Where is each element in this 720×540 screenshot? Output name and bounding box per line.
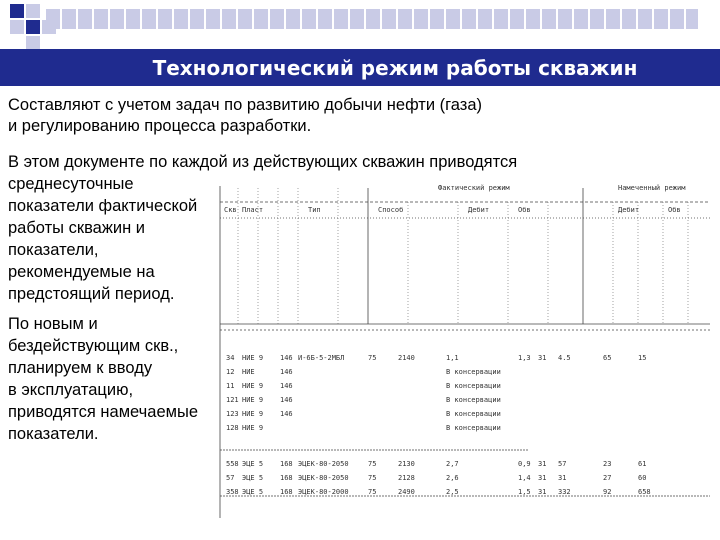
intro-line: и регулированию процесса разработки. — [8, 117, 312, 135]
text-line: показатели, — [8, 241, 99, 259]
slide-title: Технологический режим работы скважин — [152, 55, 638, 80]
scan-table-cell: 57 — [226, 474, 235, 482]
scan-table-cell: В консервации — [446, 382, 501, 390]
deco-square — [10, 20, 24, 34]
paragraph-one — [8, 173, 220, 305]
scan-table-cell: 27 — [603, 474, 612, 482]
scan-table-cell: 11 — [226, 382, 235, 390]
scan-table-cell: 31 — [538, 488, 547, 496]
scan-table-cell: 358 — [226, 488, 239, 496]
scan-table-cell: 146 — [280, 410, 293, 418]
scan-table-cell: 146 — [280, 396, 293, 404]
scan-table-cell: 92 — [603, 488, 612, 496]
scan-table-cell: 2,5 — [446, 488, 459, 496]
scan-table-cell: 2140 — [398, 354, 415, 362]
scan-table-cell: 0,9 — [518, 460, 531, 468]
scan-table-cell: 121 — [226, 396, 239, 404]
intro-line: Составляют с учетом задач по развитию добычи нефти (газа) — [8, 96, 483, 114]
scan-table-cell: 1,1 — [446, 354, 459, 362]
deco-square — [10, 4, 24, 18]
scan-table-cell: ЭЦЕ 5 — [242, 460, 264, 468]
scan-table-cell: 31 — [538, 474, 547, 482]
scan-table-cell: 4.5 — [558, 354, 571, 362]
text-line: приводятся намечаемые — [8, 403, 199, 421]
slide-title-bar — [0, 49, 720, 86]
scan-table-cell: 15 — [638, 354, 647, 362]
scanned-regime-table — [218, 178, 710, 518]
scan-table-cell: ЭЦЕ 5 — [242, 488, 264, 496]
deco-square — [26, 4, 40, 18]
scan-table-cell: НИЕ 9 — [242, 382, 264, 390]
scan-table-cell: В консервации — [446, 424, 501, 432]
text-line: планируем к вводу — [8, 359, 153, 377]
scan-table-cell: 2,6 — [446, 474, 459, 482]
scan-table-cell: В консервации — [446, 368, 501, 376]
scan-col-label: Обв — [518, 206, 531, 214]
text-line: По новым и — [8, 315, 98, 333]
scan-table-cell: 61 — [638, 460, 647, 468]
scan-table-cell: 128 — [226, 424, 239, 432]
scan-table-cell: 146 — [280, 368, 293, 376]
scan-table-cell: ЭЦЕК-80-2050 — [298, 474, 349, 482]
scan-table-cell: 1,5 — [518, 488, 531, 496]
scan-table-cell: 2130 — [398, 460, 415, 468]
scan-table-cell: 75 — [368, 460, 377, 468]
scan-col-label: Скв — [224, 206, 237, 214]
scan-table-cell: 75 — [368, 354, 377, 362]
scan-table-cell: 2128 — [398, 474, 415, 482]
scan-table-cell: 31 — [558, 474, 567, 482]
scan-table-cell: НИЕ 9 — [242, 354, 264, 362]
scan-header-plan: Намеченный режим — [618, 184, 686, 192]
scan-table-cell: 34 — [226, 354, 235, 362]
intro-paragraph — [8, 95, 708, 137]
scan-table-cell: В консервации — [446, 410, 501, 418]
scan-col-label: Дебит — [618, 206, 640, 214]
scan-table-cell: 168 — [280, 488, 293, 496]
scan-table-cell: ЭЦЕ 5 — [242, 474, 264, 482]
deco-stripes — [46, 9, 698, 29]
deco-square — [26, 20, 40, 34]
scan-table-cell: 31 — [538, 460, 547, 468]
scan-table-cell: НИЕ 9 — [242, 410, 264, 418]
scan-table-cell: 1,4 — [518, 474, 531, 482]
text-line: предстоящий период. — [8, 285, 175, 303]
scan-table-cell: 2490 — [398, 488, 415, 496]
text-line: рекомендуемые на — [8, 263, 155, 281]
scan-table-cell: И-6Б-5-2МБЛ — [298, 354, 345, 362]
deco-square — [26, 36, 40, 50]
scan-table-cell: 123 — [226, 410, 239, 418]
scan-col-label: Обв — [668, 206, 681, 214]
scan-table-cell: НИЕ 9 — [242, 424, 264, 432]
scan-table-cell: 12 — [226, 368, 235, 376]
scan-col-label: Дебит — [468, 206, 490, 214]
text-line: показатели фактической — [8, 197, 198, 215]
scan-table-cell: 60 — [638, 474, 647, 482]
text-line: бездействующим скв., — [8, 337, 179, 355]
scan-table-cell: НИЕ — [242, 368, 255, 376]
scan-table-cell: 332 — [558, 488, 571, 496]
scan-table-cell: 1,3 — [518, 354, 531, 362]
scan-table-cell: 31 — [538, 354, 547, 362]
scan-table-cell: 75 — [368, 488, 377, 496]
scan-table-cell: НИЕ 9 — [242, 396, 264, 404]
scan-table-cell: 65 — [603, 354, 612, 362]
scan-table-cell: 75 — [368, 474, 377, 482]
text-line: показатели. — [8, 425, 99, 443]
scan-table-cell: 558 — [226, 460, 239, 468]
scan-table-cell: 57 — [558, 460, 567, 468]
scan-table-cell: 2,7 — [446, 460, 459, 468]
scan-col-label: Способ — [378, 206, 404, 214]
scan-table-cell: В консервации — [446, 396, 501, 404]
scan-table-cell: 146 — [280, 354, 293, 362]
scan-table-cell: 146 — [280, 382, 293, 390]
text-line: среднесуточные — [8, 175, 134, 193]
text-line: в эксплуатацию, — [8, 381, 134, 399]
scan-table-cell: 23 — [603, 460, 612, 468]
text-line: работы скважин и — [8, 219, 146, 237]
scan-table-cell: 658 — [638, 488, 651, 496]
scan-table-cell: ЭЦЕК-80-2000 — [298, 488, 349, 496]
scan-table-cell: ЭЦЕК-80-2050 — [298, 460, 349, 468]
scanned-table-image — [218, 178, 710, 518]
scan-table-cell: 168 — [280, 474, 293, 482]
scan-col-label: Тип — [308, 206, 321, 214]
scan-table-cell: 168 — [280, 460, 293, 468]
scan-header-fact: Фактический режим — [438, 184, 510, 192]
paragraph-two — [8, 313, 220, 445]
scan-col-label: Пласт — [242, 206, 264, 214]
paragraph-first-line: В этом документе по каждой из действующих скважин приводятся — [8, 153, 518, 171]
